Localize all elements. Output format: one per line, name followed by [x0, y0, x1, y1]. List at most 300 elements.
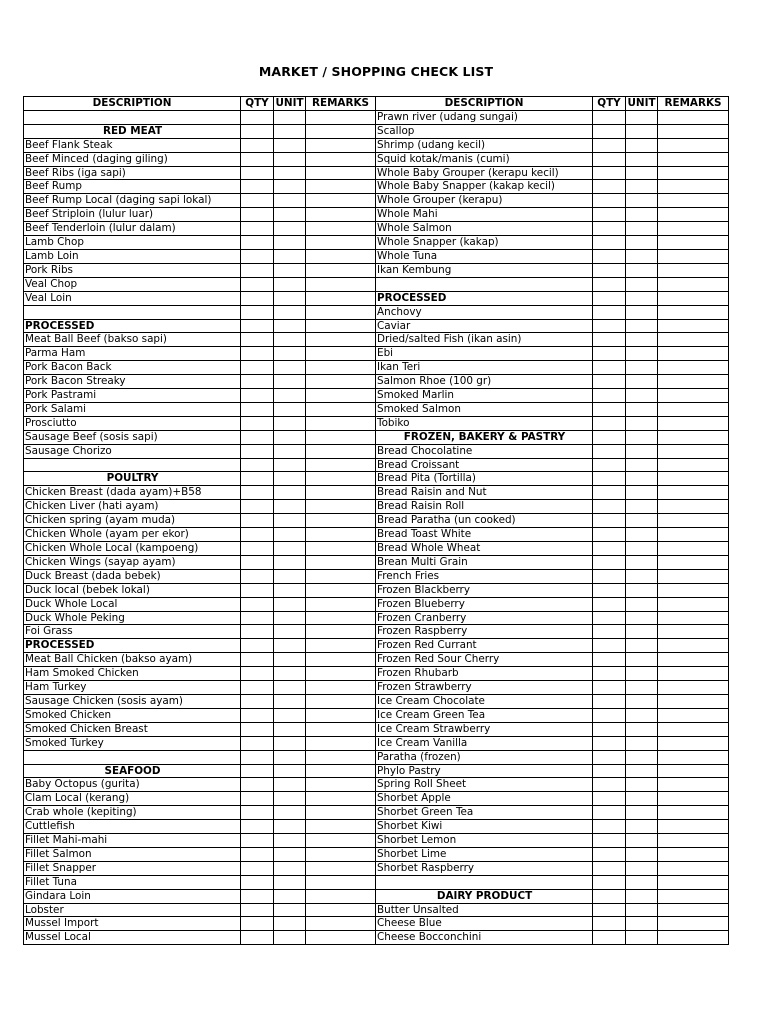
left-unit-cell[interactable] — [274, 319, 306, 333]
right-remarks-cell[interactable] — [658, 180, 729, 194]
left-qty-cell[interactable] — [241, 820, 274, 834]
right-remarks-cell[interactable] — [658, 667, 729, 681]
right-unit-cell[interactable] — [626, 639, 658, 653]
right-remarks-cell[interactable] — [658, 611, 729, 625]
right-remarks-cell[interactable] — [658, 528, 729, 542]
right-unit-cell[interactable] — [626, 708, 658, 722]
right-remarks-cell[interactable] — [658, 792, 729, 806]
left-qty-cell[interactable] — [241, 458, 274, 472]
left-unit-cell[interactable] — [274, 194, 306, 208]
right-qty-cell[interactable] — [593, 694, 626, 708]
left-qty-cell[interactable] — [241, 903, 274, 917]
right-remarks-cell[interactable] — [658, 486, 729, 500]
left-qty-cell[interactable] — [241, 847, 274, 861]
left-qty-cell[interactable] — [241, 166, 274, 180]
left-qty-cell[interactable] — [241, 806, 274, 820]
right-remarks-cell[interactable] — [658, 875, 729, 889]
right-remarks-cell[interactable] — [658, 681, 729, 695]
right-remarks-cell[interactable] — [658, 500, 729, 514]
right-unit-cell[interactable] — [626, 694, 658, 708]
right-remarks-cell[interactable] — [658, 542, 729, 556]
right-remarks-cell[interactable] — [658, 847, 729, 861]
left-remarks-cell[interactable] — [306, 500, 376, 514]
left-qty-cell[interactable] — [241, 555, 274, 569]
right-unit-cell[interactable] — [626, 416, 658, 430]
left-qty-cell[interactable] — [241, 681, 274, 695]
left-qty-cell[interactable] — [241, 152, 274, 166]
left-qty-cell[interactable] — [241, 291, 274, 305]
right-remarks-cell[interactable] — [658, 124, 729, 138]
left-remarks-cell[interactable] — [306, 861, 376, 875]
right-remarks-cell[interactable] — [658, 472, 729, 486]
right-unit-cell[interactable] — [626, 500, 658, 514]
right-remarks-cell[interactable] — [658, 917, 729, 931]
left-unit-cell[interactable] — [274, 166, 306, 180]
left-remarks-cell[interactable] — [306, 194, 376, 208]
left-remarks-cell[interactable] — [306, 514, 376, 528]
right-remarks-cell[interactable] — [658, 430, 729, 444]
right-remarks-cell[interactable] — [658, 778, 729, 792]
left-remarks-cell[interactable] — [306, 750, 376, 764]
left-remarks-cell[interactable] — [306, 110, 376, 124]
left-remarks-cell[interactable] — [306, 263, 376, 277]
left-remarks-cell[interactable] — [306, 820, 376, 834]
left-remarks-cell[interactable] — [306, 444, 376, 458]
right-remarks-cell[interactable] — [658, 903, 729, 917]
right-unit-cell[interactable] — [626, 583, 658, 597]
right-unit-cell[interactable] — [626, 236, 658, 250]
left-qty-cell[interactable] — [241, 514, 274, 528]
right-unit-cell[interactable] — [626, 806, 658, 820]
left-qty-cell[interactable] — [241, 444, 274, 458]
right-remarks-cell[interactable] — [658, 402, 729, 416]
left-qty-cell[interactable] — [241, 402, 274, 416]
right-remarks-cell[interactable] — [658, 361, 729, 375]
left-remarks-cell[interactable] — [306, 430, 376, 444]
right-qty-cell[interactable] — [593, 236, 626, 250]
right-unit-cell[interactable] — [626, 430, 658, 444]
right-unit-cell[interactable] — [626, 792, 658, 806]
right-remarks-cell[interactable] — [658, 444, 729, 458]
left-remarks-cell[interactable] — [306, 333, 376, 347]
right-qty-cell[interactable] — [593, 750, 626, 764]
right-unit-cell[interactable] — [626, 778, 658, 792]
right-qty-cell[interactable] — [593, 333, 626, 347]
left-qty-cell[interactable] — [241, 625, 274, 639]
left-unit-cell[interactable] — [274, 834, 306, 848]
left-unit-cell[interactable] — [274, 542, 306, 556]
right-unit-cell[interactable] — [626, 319, 658, 333]
right-unit-cell[interactable] — [626, 458, 658, 472]
left-qty-cell[interactable] — [241, 347, 274, 361]
left-remarks-cell[interactable] — [306, 305, 376, 319]
left-remarks-cell[interactable] — [306, 889, 376, 903]
left-remarks-cell[interactable] — [306, 375, 376, 389]
left-remarks-cell[interactable] — [306, 180, 376, 194]
left-qty-cell[interactable] — [241, 500, 274, 514]
left-unit-cell[interactable] — [274, 875, 306, 889]
left-qty-cell[interactable] — [241, 736, 274, 750]
right-unit-cell[interactable] — [626, 903, 658, 917]
left-remarks-cell[interactable] — [306, 249, 376, 263]
right-remarks-cell[interactable] — [658, 236, 729, 250]
left-remarks-cell[interactable] — [306, 792, 376, 806]
right-qty-cell[interactable] — [593, 305, 626, 319]
right-qty-cell[interactable] — [593, 639, 626, 653]
left-remarks-cell[interactable] — [306, 416, 376, 430]
left-unit-cell[interactable] — [274, 861, 306, 875]
left-unit-cell[interactable] — [274, 931, 306, 945]
right-unit-cell[interactable] — [626, 375, 658, 389]
left-unit-cell[interactable] — [274, 375, 306, 389]
left-qty-cell[interactable] — [241, 875, 274, 889]
right-remarks-cell[interactable] — [658, 889, 729, 903]
right-remarks-cell[interactable] — [658, 291, 729, 305]
left-remarks-cell[interactable] — [306, 778, 376, 792]
right-qty-cell[interactable] — [593, 875, 626, 889]
right-qty-cell[interactable] — [593, 347, 626, 361]
left-qty-cell[interactable] — [241, 416, 274, 430]
left-remarks-cell[interactable] — [306, 611, 376, 625]
right-qty-cell[interactable] — [593, 402, 626, 416]
right-unit-cell[interactable] — [626, 486, 658, 500]
right-unit-cell[interactable] — [626, 611, 658, 625]
right-qty-cell[interactable] — [593, 792, 626, 806]
right-remarks-cell[interactable] — [658, 514, 729, 528]
right-remarks-cell[interactable] — [658, 375, 729, 389]
right-remarks-cell[interactable] — [658, 263, 729, 277]
right-unit-cell[interactable] — [626, 889, 658, 903]
right-remarks-cell[interactable] — [658, 861, 729, 875]
left-unit-cell[interactable] — [274, 236, 306, 250]
right-qty-cell[interactable] — [593, 291, 626, 305]
right-remarks-cell[interactable] — [658, 152, 729, 166]
right-qty-cell[interactable] — [593, 542, 626, 556]
right-qty-cell[interactable] — [593, 458, 626, 472]
left-unit-cell[interactable] — [274, 569, 306, 583]
right-qty-cell[interactable] — [593, 444, 626, 458]
right-unit-cell[interactable] — [626, 736, 658, 750]
left-remarks-cell[interactable] — [306, 472, 376, 486]
right-qty-cell[interactable] — [593, 834, 626, 848]
left-remarks-cell[interactable] — [306, 402, 376, 416]
right-qty-cell[interactable] — [593, 583, 626, 597]
left-unit-cell[interactable] — [274, 625, 306, 639]
right-qty-cell[interactable] — [593, 667, 626, 681]
left-unit-cell[interactable] — [274, 277, 306, 291]
left-qty-cell[interactable] — [241, 653, 274, 667]
right-unit-cell[interactable] — [626, 861, 658, 875]
right-qty-cell[interactable] — [593, 681, 626, 695]
right-remarks-cell[interactable] — [658, 208, 729, 222]
left-remarks-cell[interactable] — [306, 583, 376, 597]
right-qty-cell[interactable] — [593, 764, 626, 778]
right-qty-cell[interactable] — [593, 847, 626, 861]
right-unit-cell[interactable] — [626, 653, 658, 667]
left-unit-cell[interactable] — [274, 847, 306, 861]
right-qty-cell[interactable] — [593, 500, 626, 514]
right-qty-cell[interactable] — [593, 820, 626, 834]
left-qty-cell[interactable] — [241, 834, 274, 848]
left-remarks-cell[interactable] — [306, 681, 376, 695]
left-unit-cell[interactable] — [274, 180, 306, 194]
left-remarks-cell[interactable] — [306, 236, 376, 250]
left-unit-cell[interactable] — [274, 152, 306, 166]
right-unit-cell[interactable] — [626, 931, 658, 945]
left-qty-cell[interactable] — [241, 764, 274, 778]
left-remarks-cell[interactable] — [306, 653, 376, 667]
left-unit-cell[interactable] — [274, 750, 306, 764]
left-qty-cell[interactable] — [241, 597, 274, 611]
right-remarks-cell[interactable] — [658, 694, 729, 708]
left-remarks-cell[interactable] — [306, 208, 376, 222]
right-remarks-cell[interactable] — [658, 722, 729, 736]
right-qty-cell[interactable] — [593, 806, 626, 820]
left-unit-cell[interactable] — [274, 402, 306, 416]
left-unit-cell[interactable] — [274, 694, 306, 708]
right-qty-cell[interactable] — [593, 722, 626, 736]
left-remarks-cell[interactable] — [306, 569, 376, 583]
right-unit-cell[interactable] — [626, 667, 658, 681]
left-unit-cell[interactable] — [274, 208, 306, 222]
left-unit-cell[interactable] — [274, 138, 306, 152]
right-unit-cell[interactable] — [626, 681, 658, 695]
left-qty-cell[interactable] — [241, 138, 274, 152]
right-unit-cell[interactable] — [626, 333, 658, 347]
left-remarks-cell[interactable] — [306, 166, 376, 180]
right-qty-cell[interactable] — [593, 514, 626, 528]
right-remarks-cell[interactable] — [658, 389, 729, 403]
right-unit-cell[interactable] — [626, 402, 658, 416]
left-unit-cell[interactable] — [274, 528, 306, 542]
left-remarks-cell[interactable] — [306, 667, 376, 681]
right-remarks-cell[interactable] — [658, 764, 729, 778]
right-qty-cell[interactable] — [593, 389, 626, 403]
right-qty-cell[interactable] — [593, 778, 626, 792]
right-qty-cell[interactable] — [593, 611, 626, 625]
right-remarks-cell[interactable] — [658, 750, 729, 764]
right-qty-cell[interactable] — [593, 889, 626, 903]
left-qty-cell[interactable] — [241, 694, 274, 708]
left-remarks-cell[interactable] — [306, 694, 376, 708]
right-qty-cell[interactable] — [593, 555, 626, 569]
left-qty-cell[interactable] — [241, 708, 274, 722]
right-qty-cell[interactable] — [593, 931, 626, 945]
right-qty-cell[interactable] — [593, 569, 626, 583]
right-remarks-cell[interactable] — [658, 597, 729, 611]
left-unit-cell[interactable] — [274, 722, 306, 736]
left-unit-cell[interactable] — [274, 917, 306, 931]
left-qty-cell[interactable] — [241, 333, 274, 347]
left-unit-cell[interactable] — [274, 639, 306, 653]
right-qty-cell[interactable] — [593, 917, 626, 931]
left-unit-cell[interactable] — [274, 764, 306, 778]
left-remarks-cell[interactable] — [306, 722, 376, 736]
left-qty-cell[interactable] — [241, 361, 274, 375]
right-qty-cell[interactable] — [593, 861, 626, 875]
right-unit-cell[interactable] — [626, 542, 658, 556]
right-remarks-cell[interactable] — [658, 708, 729, 722]
left-unit-cell[interactable] — [274, 486, 306, 500]
right-remarks-cell[interactable] — [658, 305, 729, 319]
right-remarks-cell[interactable] — [658, 166, 729, 180]
left-unit-cell[interactable] — [274, 416, 306, 430]
left-unit-cell[interactable] — [274, 555, 306, 569]
left-unit-cell[interactable] — [274, 708, 306, 722]
right-unit-cell[interactable] — [626, 277, 658, 291]
left-unit-cell[interactable] — [274, 472, 306, 486]
right-remarks-cell[interactable] — [658, 569, 729, 583]
left-unit-cell[interactable] — [274, 249, 306, 263]
left-qty-cell[interactable] — [241, 124, 274, 138]
right-remarks-cell[interactable] — [658, 458, 729, 472]
left-remarks-cell[interactable] — [306, 708, 376, 722]
left-qty-cell[interactable] — [241, 180, 274, 194]
right-remarks-cell[interactable] — [658, 416, 729, 430]
left-qty-cell[interactable] — [241, 917, 274, 931]
left-qty-cell[interactable] — [241, 861, 274, 875]
left-unit-cell[interactable] — [274, 611, 306, 625]
left-qty-cell[interactable] — [241, 389, 274, 403]
left-qty-cell[interactable] — [241, 194, 274, 208]
left-qty-cell[interactable] — [241, 569, 274, 583]
right-qty-cell[interactable] — [593, 194, 626, 208]
left-qty-cell[interactable] — [241, 472, 274, 486]
right-qty-cell[interactable] — [593, 180, 626, 194]
left-remarks-cell[interactable] — [306, 124, 376, 138]
left-unit-cell[interactable] — [274, 806, 306, 820]
right-qty-cell[interactable] — [593, 208, 626, 222]
right-unit-cell[interactable] — [626, 124, 658, 138]
right-unit-cell[interactable] — [626, 305, 658, 319]
left-remarks-cell[interactable] — [306, 847, 376, 861]
left-unit-cell[interactable] — [274, 667, 306, 681]
left-remarks-cell[interactable] — [306, 458, 376, 472]
left-qty-cell[interactable] — [241, 222, 274, 236]
left-remarks-cell[interactable] — [306, 319, 376, 333]
right-unit-cell[interactable] — [626, 361, 658, 375]
left-qty-cell[interactable] — [241, 889, 274, 903]
right-qty-cell[interactable] — [593, 486, 626, 500]
right-unit-cell[interactable] — [626, 528, 658, 542]
right-unit-cell[interactable] — [626, 180, 658, 194]
right-unit-cell[interactable] — [626, 110, 658, 124]
right-qty-cell[interactable] — [593, 152, 626, 166]
left-qty-cell[interactable] — [241, 667, 274, 681]
left-remarks-cell[interactable] — [306, 291, 376, 305]
left-qty-cell[interactable] — [241, 319, 274, 333]
left-remarks-cell[interactable] — [306, 625, 376, 639]
left-unit-cell[interactable] — [274, 653, 306, 667]
right-remarks-cell[interactable] — [658, 138, 729, 152]
left-remarks-cell[interactable] — [306, 597, 376, 611]
right-qty-cell[interactable] — [593, 416, 626, 430]
left-unit-cell[interactable] — [274, 333, 306, 347]
right-unit-cell[interactable] — [626, 917, 658, 931]
left-unit-cell[interactable] — [274, 222, 306, 236]
right-unit-cell[interactable] — [626, 208, 658, 222]
right-remarks-cell[interactable] — [658, 583, 729, 597]
right-unit-cell[interactable] — [626, 847, 658, 861]
left-remarks-cell[interactable] — [306, 639, 376, 653]
left-qty-cell[interactable] — [241, 792, 274, 806]
left-qty-cell[interactable] — [241, 931, 274, 945]
right-remarks-cell[interactable] — [658, 625, 729, 639]
left-remarks-cell[interactable] — [306, 277, 376, 291]
left-qty-cell[interactable] — [241, 375, 274, 389]
left-unit-cell[interactable] — [274, 583, 306, 597]
left-remarks-cell[interactable] — [306, 222, 376, 236]
right-qty-cell[interactable] — [593, 430, 626, 444]
left-unit-cell[interactable] — [274, 500, 306, 514]
left-unit-cell[interactable] — [274, 736, 306, 750]
right-remarks-cell[interactable] — [658, 249, 729, 263]
right-unit-cell[interactable] — [626, 152, 658, 166]
right-unit-cell[interactable] — [626, 291, 658, 305]
right-unit-cell[interactable] — [626, 764, 658, 778]
right-unit-cell[interactable] — [626, 834, 658, 848]
right-remarks-cell[interactable] — [658, 806, 729, 820]
right-qty-cell[interactable] — [593, 110, 626, 124]
left-remarks-cell[interactable] — [306, 764, 376, 778]
left-qty-cell[interactable] — [241, 236, 274, 250]
left-qty-cell[interactable] — [241, 277, 274, 291]
left-qty-cell[interactable] — [241, 639, 274, 653]
left-unit-cell[interactable] — [274, 347, 306, 361]
right-remarks-cell[interactable] — [658, 110, 729, 124]
right-unit-cell[interactable] — [626, 263, 658, 277]
right-unit-cell[interactable] — [626, 472, 658, 486]
right-remarks-cell[interactable] — [658, 319, 729, 333]
right-remarks-cell[interactable] — [658, 347, 729, 361]
right-unit-cell[interactable] — [626, 347, 658, 361]
left-remarks-cell[interactable] — [306, 389, 376, 403]
left-qty-cell[interactable] — [241, 750, 274, 764]
left-remarks-cell[interactable] — [306, 138, 376, 152]
right-unit-cell[interactable] — [626, 820, 658, 834]
left-remarks-cell[interactable] — [306, 542, 376, 556]
right-unit-cell[interactable] — [626, 222, 658, 236]
right-unit-cell[interactable] — [626, 750, 658, 764]
right-qty-cell[interactable] — [593, 625, 626, 639]
left-remarks-cell[interactable] — [306, 361, 376, 375]
left-unit-cell[interactable] — [274, 597, 306, 611]
right-qty-cell[interactable] — [593, 263, 626, 277]
right-unit-cell[interactable] — [626, 389, 658, 403]
right-unit-cell[interactable] — [626, 555, 658, 569]
right-unit-cell[interactable] — [626, 444, 658, 458]
right-remarks-cell[interactable] — [658, 222, 729, 236]
right-qty-cell[interactable] — [593, 124, 626, 138]
left-unit-cell[interactable] — [274, 430, 306, 444]
right-qty-cell[interactable] — [593, 708, 626, 722]
right-unit-cell[interactable] — [626, 722, 658, 736]
left-remarks-cell[interactable] — [306, 486, 376, 500]
left-unit-cell[interactable] — [274, 124, 306, 138]
right-unit-cell[interactable] — [626, 597, 658, 611]
left-qty-cell[interactable] — [241, 430, 274, 444]
right-remarks-cell[interactable] — [658, 834, 729, 848]
right-unit-cell[interactable] — [626, 875, 658, 889]
left-remarks-cell[interactable] — [306, 917, 376, 931]
right-unit-cell[interactable] — [626, 138, 658, 152]
right-qty-cell[interactable] — [593, 319, 626, 333]
left-unit-cell[interactable] — [274, 778, 306, 792]
left-qty-cell[interactable] — [241, 249, 274, 263]
left-unit-cell[interactable] — [274, 305, 306, 319]
left-qty-cell[interactable] — [241, 722, 274, 736]
right-remarks-cell[interactable] — [658, 639, 729, 653]
